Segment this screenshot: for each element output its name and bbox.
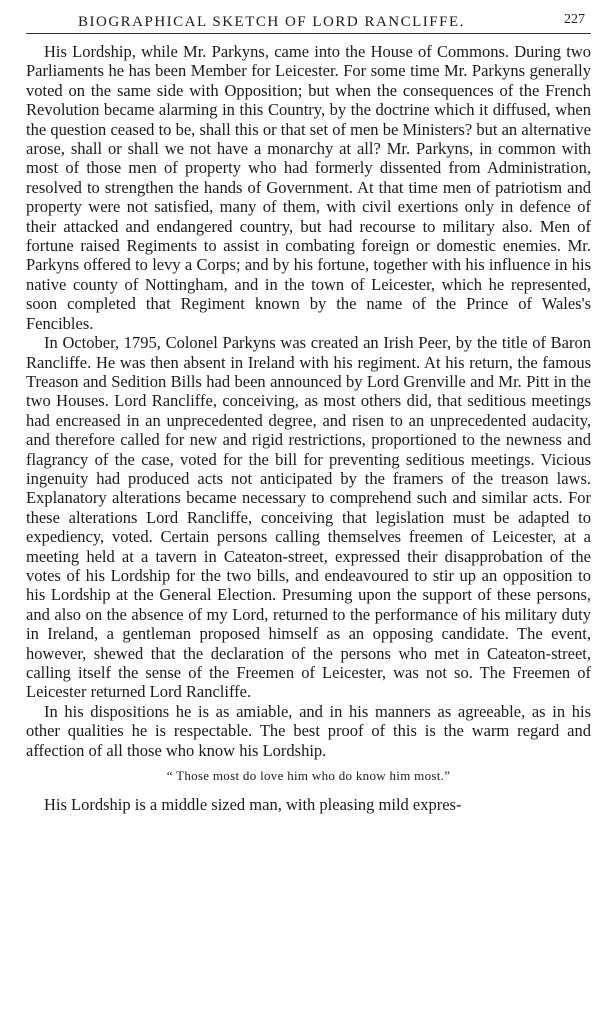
body-text [26, 42, 591, 815]
running-title: BIOGRAPHICAL SKETCH OF LORD RANCLIFFE. [78, 14, 465, 30]
quotation: “ Those most do love him who do know him most.” [166, 768, 451, 784]
page-number: 227 [564, 12, 585, 27]
header-rule [26, 33, 591, 34]
running-head [26, 6, 591, 32]
paragraph-peerage: In October, 1795, Colonel Parkyns was created an Irish Peer, by the title of Baron Rancliffe. He was then absent in Ireland with his regiment. At his return, the famous Treason and Sedition Bills had been announced by Lord Grenville and Mr. Pitt in the two Houses. Lord Rancliffe, conceiving, as most others did, that seditious meetings had encreased in an unprecedented degree, and risen to an unprecedented audacity, and therefore called for new and rigid restrictions, proportioned to the newness and flagrancy of the case, voted for the bill for preventing seditious meetings. Vicious ingenuity had produced acts not anticipated by the framers of the treason laws. Explanatory alterations became necessary to comprehend such and similar acts. For these alterations Lord Rancliffe, conceiving that legislation must be adapted to expediency, voted. Certain persons calling themselves freemen of Leicester, at a meeting held at a tavern in Cateaton-street, expressed their disapprobation of the votes of his Lordship for the two bills, and endeavoured to stir up an opposition to his Lordship at the General Election. Presuming upon the support of these persons, and also on the absence of my Lord, returned to the performance of his military duty in Ireland, a gentleman proposed himself as an opposing candidate. The event, however, shewed that the declaration of the persons who met in Cateaton-street, calling itself the sense of the Freemen of Leicester, was not so. The Freemen of Leicester returned Lord Rancliffe. [26, 333, 591, 702]
paragraph-character: In his dispositions he is as amiable, and in his manners as agreeable, as in his other qualities he is respectable. The best proof of this is the warm regard and affection of all those who know his Lordship. [26, 701, 591, 760]
paragraph-parliament: His Lordship, while Mr. Parkyns, came into the House of Commons. During two Parliaments he has been Member for Leicester. For some time Mr. Parkyns generally voted on the same side with Opposition; but when the consequences of the French Revolution became alarming in this Country, by the doctrine which it diffused, when the question ceased to be, shall this or that set of men be Ministers? but an alternative arose, shall or shall we not have a monarchy at all? Mr. Parkyns, in common with most of those men of property who had formerly dissented from Administration, resolved to strengthen the hands of Government. At that time men of patriotism and property were not satisfied, many of them, with civil exertions only in defence of their attacked and endangered country, but had recourse to military also. Men of fortune raised Regiments to assist in combating foreign or domestic enemies. Mr. Parkyns offered to levy a Corps; and by his fortune, together with his influence in his native county of Nottingham, and in the town of Leicester, which he represented, soon completed that Regiment known by the name of the Prince of Wales's Fencibles. [26, 42, 591, 333]
final-line: His Lordship is a middle sized man, with pleasing mild expres- [44, 795, 462, 815]
